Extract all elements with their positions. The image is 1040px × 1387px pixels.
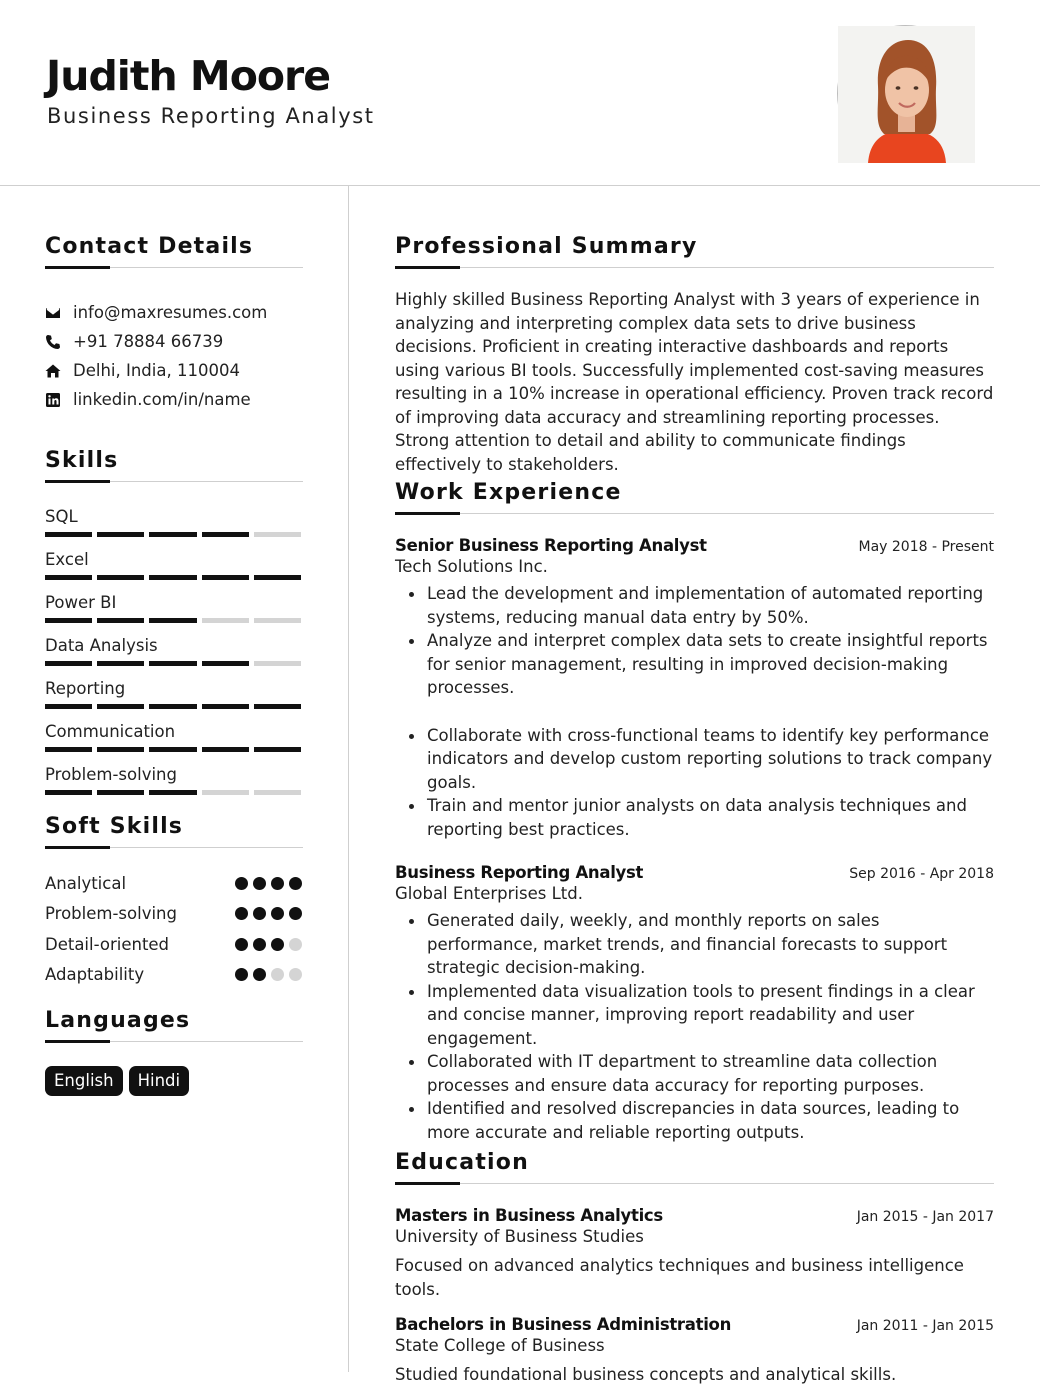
skill-bar-segment <box>202 661 249 666</box>
rating-dot <box>271 968 284 981</box>
skill-bar-segment <box>149 532 196 537</box>
linkedin-icon <box>45 392 73 408</box>
education-list <box>395 1206 994 1387</box>
soft-skill-item <box>45 929 303 960</box>
soft-skill-rating <box>235 877 303 890</box>
soft-skill-item <box>45 899 303 930</box>
job-date: May 2018 - Present <box>858 539 994 555</box>
contact-address-text: Delhi, India, 110004 <box>73 361 240 380</box>
skill-bar-segment <box>45 747 92 752</box>
job-header <box>395 536 994 555</box>
skill-name: Power BI <box>45 593 117 612</box>
skill-name: Problem-solving <box>45 765 177 784</box>
skill-bar-segment <box>97 790 144 795</box>
language-pill: English <box>45 1066 123 1096</box>
rating-dot <box>289 938 302 951</box>
job-title: Business Reporting Analyst <box>395 863 644 882</box>
skill-name: SQL <box>45 507 78 526</box>
home-icon <box>45 363 73 379</box>
contact-linkedin-text: linkedin.com/in/name <box>73 390 251 409</box>
skill-name: Data Analysis <box>45 636 158 655</box>
soft-skill-rating <box>235 938 303 951</box>
candidate-title: Business Reporting Analyst <box>47 104 375 128</box>
skill-name: Communication <box>45 722 176 741</box>
skill-bar-segment <box>202 704 249 709</box>
contact-phone-text: +91 78884 66739 <box>73 332 224 351</box>
rating-dot <box>253 968 266 981</box>
job-bullet: Analyze and interpret complex data sets to create insightful reports for senior management, resulting in improved decision-making processes. <box>395 629 994 700</box>
contact-email-text: info@maxresumes.com <box>73 303 268 322</box>
skill-item <box>45 549 303 592</box>
language-pill: Hindi <box>129 1066 190 1096</box>
job-entry <box>395 536 994 841</box>
education-date: Jan 2015 - Jan 2017 <box>856 1209 994 1225</box>
skill-bar-segment <box>97 747 144 752</box>
skill-bar-segment <box>45 661 92 666</box>
skill-bar-segment <box>254 790 301 795</box>
education-entry <box>395 1315 994 1387</box>
skill-level-bar <box>45 532 301 537</box>
skill-bar-segment <box>254 704 301 709</box>
education-heading: Education <box>395 1148 994 1184</box>
contact-list <box>45 298 303 414</box>
job-header <box>395 863 994 882</box>
summary-text: Highly skilled Business Reporting Analyst with 3 years of experience in analyzing and interpreting complex data sets to drive business decisions. Proficient in creating interactive dashboards and reports using various BI tools. Successfully implemented cost-saving measures resulting in a 10% increase in operational efficiency. Proven track record of improving data accuracy and streamlining reporting processes. Strong attention to detail and ability to communicate findings effectively to stakeholders. <box>395 290 994 474</box>
skill-bar-segment <box>254 532 301 537</box>
job-bullets <box>395 582 994 841</box>
rating-dot <box>289 877 302 890</box>
job-date: Sep 2016 - Apr 2018 <box>849 866 994 882</box>
skill-level-bar <box>45 575 301 580</box>
skill-item <box>45 506 303 549</box>
education-header <box>395 1206 994 1225</box>
skills-list <box>45 506 303 807</box>
profile-photo <box>837 25 974 162</box>
skill-item <box>45 635 303 678</box>
education-school: State College of Business <box>395 1336 605 1355</box>
skill-bar-segment <box>149 618 196 623</box>
skill-level-bar <box>45 618 301 623</box>
soft-skill-name: Detail-oriented <box>45 934 170 954</box>
rating-dot <box>235 968 248 981</box>
skill-bar-segment <box>254 575 301 580</box>
resume-header <box>0 0 1040 186</box>
skill-bar-segment <box>149 747 196 752</box>
soft-skill-rating <box>235 907 303 920</box>
phone-icon <box>45 334 73 350</box>
job-bullet: Collaborated with IT department to streamline data collection processes and ensure data accuracy for reporting purposes. <box>395 1050 994 1097</box>
education-header <box>395 1315 994 1334</box>
skill-bar-segment <box>149 661 196 666</box>
contact-phone[interactable] <box>45 327 303 356</box>
rating-dot <box>271 907 284 920</box>
skill-bar-segment <box>45 790 92 795</box>
job-bullets <box>395 909 994 1144</box>
skill-bar-segment <box>202 747 249 752</box>
skill-item <box>45 721 303 764</box>
contact-linkedin[interactable] <box>45 385 303 414</box>
skill-level-bar <box>45 704 301 709</box>
job-bullet: Train and mentor junior analysts on data analysis techniques and reporting best practices. <box>395 794 994 841</box>
job-title: Senior Business Reporting Analyst <box>395 536 707 555</box>
skill-item <box>45 592 303 635</box>
education-entry <box>395 1206 994 1301</box>
skill-level-bar <box>45 747 301 752</box>
experience-heading: Work Experience <box>395 478 994 514</box>
job-bullet: Generated daily, weekly, and monthly reports on sales performance, market trends, and financial forecasts to support strategic decision-making. <box>395 909 994 980</box>
skill-bar-segment <box>45 704 92 709</box>
skill-item <box>45 764 303 807</box>
skill-bar-segment <box>254 661 301 666</box>
job-bullet: Collaborate with cross-functional teams to identify key performance indicators and develop custom reporting solutions to track company goals. <box>395 724 994 795</box>
skill-item <box>45 678 303 721</box>
job-bullet: Lead the development and implementation of automated reporting systems, reducing manual data entry by 50%. <box>395 582 994 629</box>
skill-bar-segment <box>45 532 92 537</box>
skill-bar-segment <box>202 575 249 580</box>
soft-skill-name: Problem-solving <box>45 904 177 924</box>
rating-dot <box>271 877 284 890</box>
skill-bar-segment <box>45 575 92 580</box>
rating-dot <box>235 938 248 951</box>
skill-bar-segment <box>45 618 92 623</box>
rating-dot <box>253 938 266 951</box>
skill-level-bar <box>45 661 301 666</box>
skill-name: Reporting <box>45 679 126 698</box>
soft-skill-item <box>45 960 303 991</box>
soft-skill-name: Adaptability <box>45 965 145 985</box>
contact-address <box>45 356 303 385</box>
skill-level-bar <box>45 790 301 795</box>
education-description: Focused on advanced analytics techniques and business intelligence tools. <box>395 1256 964 1299</box>
rating-dot <box>235 907 248 920</box>
candidate-name: Judith Moore <box>46 52 331 100</box>
education-school: University of Business Studies <box>395 1227 644 1246</box>
skill-bar-segment <box>97 575 144 580</box>
job-company: Tech Solutions Inc. <box>395 557 548 576</box>
job-bullet: Implemented data visualization tools to present findings in a clear and concise manner, improving report readability and user engagement. <box>395 980 994 1051</box>
experience-list <box>395 536 994 1144</box>
rating-dot <box>289 968 302 981</box>
contact-email[interactable] <box>45 298 303 327</box>
summary-heading: Professional Summary <box>395 232 994 268</box>
skill-bar-segment <box>97 532 144 537</box>
soft-skills-list <box>45 868 303 990</box>
contact-heading: Contact Details <box>45 232 303 268</box>
skill-bar-segment <box>149 704 196 709</box>
envelope-icon <box>45 305 73 321</box>
rating-dot <box>235 877 248 890</box>
skill-name: Excel <box>45 550 89 569</box>
education-degree: Bachelors in Business Administration <box>395 1315 732 1334</box>
rating-dot <box>271 938 284 951</box>
education-degree: Masters in Business Analytics <box>395 1206 663 1225</box>
job-entry <box>395 863 994 1144</box>
soft-skill-name: Analytical <box>45 873 127 893</box>
soft-skills-heading: Soft Skills <box>45 812 303 848</box>
rating-dot <box>253 907 266 920</box>
rating-dot <box>289 907 302 920</box>
education-date: Jan 2011 - Jan 2015 <box>856 1318 994 1334</box>
skill-bar-segment <box>202 532 249 537</box>
skill-bar-segment <box>149 790 196 795</box>
skill-bar-segment <box>97 618 144 623</box>
skills-heading: Skills <box>45 446 303 482</box>
skill-bar-segment <box>149 575 196 580</box>
skill-bar-segment <box>97 661 144 666</box>
skill-bar-segment <box>254 618 301 623</box>
soft-skill-rating <box>235 968 303 981</box>
skill-bar-segment <box>202 790 249 795</box>
education-description: Studied foundational business concepts and analytical skills. <box>395 1365 897 1384</box>
skill-bar-segment <box>202 618 249 623</box>
languages-heading: Languages <box>45 1006 303 1042</box>
column-divider <box>348 186 349 1372</box>
job-company: Global Enterprises Ltd. <box>395 884 583 903</box>
rating-dot <box>253 877 266 890</box>
skill-bar-segment <box>254 747 301 752</box>
right-column <box>395 232 994 1387</box>
languages-list <box>45 1066 303 1096</box>
job-bullet: Identified and resolved discrepancies in data sources, leading to more accurate and reliable reporting outputs. <box>395 1097 994 1144</box>
skill-bar-segment <box>97 704 144 709</box>
left-column <box>45 232 303 1096</box>
soft-skill-item <box>45 868 303 899</box>
